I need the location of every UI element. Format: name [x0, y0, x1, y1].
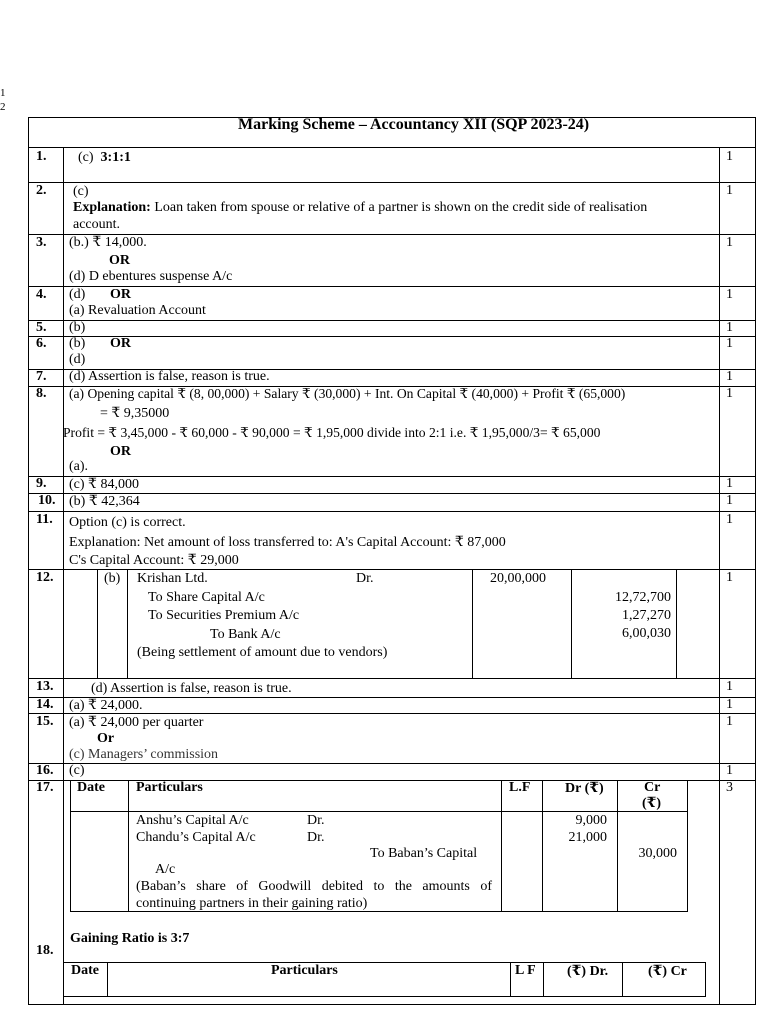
answer-option: (b) — [69, 336, 86, 351]
credit-account: To Securities Premium A/c — [148, 608, 300, 623]
table-border — [28, 117, 29, 1005]
column-header: Particulars — [271, 963, 338, 978]
answer-text — [78, 150, 131, 166]
narration: (Being settlement of amount due to vendors) — [137, 645, 388, 660]
explanation-text: Explanation: Net amount of loss transferred to: A's Capital Account: ₹ 87,000 — [69, 535, 506, 550]
answer-text: (b) — [69, 320, 86, 335]
or-label: OR — [110, 336, 131, 351]
marks-value: 1 — [726, 386, 733, 401]
marks-value: 1 — [726, 763, 733, 778]
question-number: 14. — [36, 697, 54, 712]
column-header: L.F — [509, 780, 531, 795]
column-header: Particulars — [136, 780, 203, 795]
marks-value: 1 — [726, 476, 733, 491]
marks-value: 1 — [726, 512, 733, 527]
column-header: Date — [77, 780, 105, 795]
answer-text: (a) ₹ 24,000. — [69, 698, 143, 713]
debit-amount: 21,000 — [568, 830, 607, 845]
marks-value: 1 — [726, 320, 733, 335]
marks-value: 3 — [726, 780, 733, 795]
question-number: 5. — [36, 320, 47, 335]
marks-value: 1 — [726, 336, 733, 351]
or-label: OR — [109, 253, 130, 268]
answer-text: (d) Assertion is false, reason is true. — [91, 681, 292, 696]
answer-text: (c) ₹ 84,000 — [69, 477, 139, 492]
marks-value: 1 — [726, 149, 733, 164]
column-header: Dr (₹) — [565, 781, 604, 796]
question-number: 12. — [36, 570, 54, 585]
answer-option: (c) — [73, 184, 89, 199]
marks-value: 1 — [726, 235, 733, 250]
answer-text: (b) ₹ 42,364 — [69, 494, 140, 509]
column-header: L F — [515, 963, 536, 978]
answer-option: (c) — [78, 150, 94, 165]
answer-text: (a) Opening capital ₹ (8, 00,000) + Salary ₹ (30,000) + Int. On Capital ₹ (40,000) + Profit ₹ (65,000) — [69, 386, 626, 401]
question-number: 15. — [36, 714, 54, 729]
answer-text: (d) D ebentures suspense A/c — [69, 269, 233, 284]
answer-text: (c) Managers’ commission — [69, 747, 219, 762]
answer-option: (d) — [69, 287, 86, 302]
or-label: OR — [110, 444, 131, 459]
question-number: 2. — [36, 183, 47, 198]
marks-value: 1 — [726, 287, 733, 302]
column-header: (₹) Cr — [648, 964, 687, 979]
credit-account: A/c — [155, 862, 176, 877]
column-header: (₹) — [642, 796, 662, 811]
answer-text: (a) ₹ 24,000 per quarter — [69, 715, 204, 730]
credit-amount: 1,27,270 — [622, 608, 671, 623]
explanation-text: Loan taken from spouse or relative of a partner is shown on the credit side of realisation — [154, 200, 648, 215]
column-divider — [63, 147, 64, 1005]
debit-account: Chandu’s Capital A/c — [136, 830, 256, 845]
debit-account: Krishan Ltd. — [137, 571, 208, 586]
question-number: 3. — [36, 235, 47, 250]
gaining-ratio: Gaining Ratio is 3:7 — [70, 931, 190, 946]
answer-text: (a) Revaluation Account — [69, 303, 206, 318]
question-number: 4. — [36, 287, 47, 302]
explanation-text: account. — [73, 217, 121, 232]
answer-option: (b) — [104, 571, 121, 586]
table-border — [755, 117, 756, 1005]
or-label: Or — [97, 731, 115, 746]
question-number: 16. — [36, 763, 54, 778]
credit-account: To Share Capital A/c — [148, 590, 265, 605]
marks-value: 1 — [726, 369, 733, 384]
answer-text: (b.) ₹ 14,000. — [69, 235, 147, 250]
debit-label: Dr. — [356, 571, 374, 586]
answer-text: Option (c) is correct. — [69, 515, 186, 530]
question-number: 7. — [36, 369, 47, 384]
credit-account: To Bank A/c — [210, 627, 281, 642]
question-number: 6. — [36, 336, 47, 351]
question-number: 1. — [36, 149, 47, 164]
debit-account: Anshu’s Capital A/c — [136, 813, 249, 828]
answer-text: = ₹ 9,35000 — [100, 406, 170, 421]
answer-text: Profit = ₹ 3,45,000 - ₹ 60,000 - ₹ 90,000 = ₹ 1,95,000 divide into 2:1 i.e. ₹ 1,95,000/3= ₹ 65,000 — [63, 425, 601, 440]
marks-value: 1 — [726, 679, 733, 694]
credit-amount: 6,00,030 — [622, 626, 671, 641]
answer-text: (d) — [69, 352, 86, 367]
marks-value: 1 — [726, 493, 733, 508]
answer-text: (c) — [69, 763, 85, 778]
marks-value: 1 — [726, 183, 733, 198]
answer-text: (d) Assertion is false, reason is true. — [69, 369, 270, 384]
question-number: 11. — [36, 512, 53, 527]
credit-account: To Baban’s Capital — [370, 846, 478, 861]
marks-value: 1 — [726, 714, 733, 729]
column-divider — [719, 147, 720, 1005]
question-number: 18. — [36, 943, 54, 958]
explanation-text: C's Capital Account: ₹ 29,000 — [69, 553, 239, 568]
question-number: 10. — [38, 493, 56, 508]
explanation-label: Explanation: — [73, 200, 151, 215]
narration: (Baban’s share of Goodwill debited to the amounts of continuing partners in their gaining ratio) — [136, 879, 492, 911]
credit-amount: 30,000 — [638, 846, 677, 861]
marks-value: 1 — [726, 570, 733, 585]
debit-label: Dr. — [307, 830, 325, 845]
column-header: (₹) Dr. — [567, 964, 609, 979]
debit-amount: 9,000 — [575, 813, 607, 828]
column-header: Cr — [644, 780, 661, 795]
page-title: Marking Scheme – Accountancy XII (SQP 2023-24) — [238, 116, 590, 133]
marks-value: 1 — [726, 697, 733, 712]
or-label: OR — [110, 287, 131, 302]
column-header: Date — [71, 963, 99, 978]
page-mark: 2 — [0, 101, 6, 113]
answer-ratio: 3:1:1 — [100, 150, 131, 165]
question-number: 13. — [36, 679, 54, 694]
answer-text: (a). — [69, 459, 89, 474]
credit-amount: 12,72,700 — [615, 590, 671, 605]
debit-label: Dr. — [307, 813, 325, 828]
question-number: 17. — [36, 780, 54, 795]
question-number: 8. — [36, 386, 47, 401]
question-number: 9. — [36, 476, 47, 491]
debit-amount: 20,00,000 — [490, 571, 546, 586]
page-mark: 1 — [0, 87, 6, 99]
